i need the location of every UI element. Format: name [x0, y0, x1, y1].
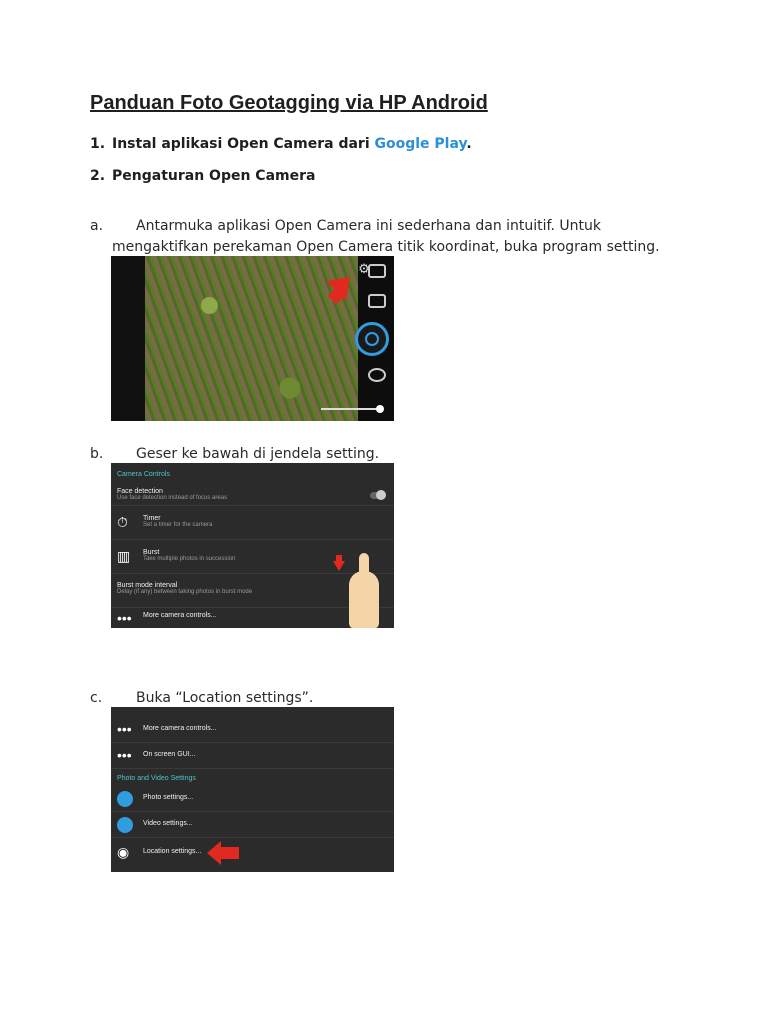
settings-row-gui: [111, 743, 394, 769]
step-text: Pengaturan Open Camera: [112, 168, 316, 184]
settings-row-timer: [111, 506, 394, 540]
location-icon: ◉: [117, 844, 130, 860]
more-icon: •••: [117, 747, 132, 763]
paragraph-c: [90, 688, 690, 709]
settings-screenshot-c: [111, 707, 394, 872]
paragraph-b: [90, 444, 690, 465]
row-subtitle: Set a timer for the camera: [143, 522, 213, 528]
settings-screenshot-b: [111, 463, 394, 628]
row-title: More camera controls...: [143, 725, 217, 732]
row-title: Timer: [143, 515, 161, 522]
switch-camera-icon: [368, 294, 386, 308]
paragraph-line: Antarmuka aplikasi Open Camera ini sederhana dan intuitif. Untuk: [136, 218, 601, 234]
row-title: On screen GUI...: [143, 751, 196, 758]
gear-icon: ⚙: [358, 261, 370, 276]
row-title: Burst: [143, 549, 160, 556]
step-2: [90, 168, 315, 184]
step-punct: .: [466, 136, 472, 152]
red-arrow-icon: [207, 841, 221, 865]
settings-row-burst: [111, 540, 394, 574]
video-icon: [368, 368, 386, 382]
more-icon: •••: [117, 721, 132, 737]
zoom-slider-icon: [321, 408, 381, 410]
row-subtitle: Delay (if any) between taking photos in burst mode: [117, 589, 253, 595]
video-icon: [117, 817, 133, 833]
row-title: Burst mode interval: [117, 582, 178, 589]
row-subtitle: Use face detection instead of focus areas: [117, 495, 228, 501]
paragraph-line: Geser ke bawah di jendela setting.: [136, 446, 380, 462]
row-title: More camera controls...: [143, 612, 217, 619]
camera-screenshot: [111, 256, 394, 421]
section-header: Photo and Video Settings: [117, 775, 196, 782]
row-title: Video settings...: [143, 820, 193, 827]
paragraph-line: mengaktifkan perekaman Open Camera titik koordinat, buka program setting.: [112, 239, 660, 255]
shutter-icon: [355, 322, 389, 356]
paragraph-letter: b.: [90, 446, 104, 462]
step-number: 2.: [90, 168, 106, 184]
more-icon: •••: [117, 610, 132, 626]
settings-row-video: [111, 812, 394, 838]
down-arrow-icon: [333, 561, 345, 571]
page-title: Panduan Foto Geotagging via HP Android: [90, 92, 488, 114]
settings-row-photo: [111, 786, 394, 812]
settings-row-face-detection: [111, 482, 394, 506]
row-subtitle: Take multiple photos in succession: [143, 556, 236, 562]
row-title: Face detection: [117, 488, 163, 495]
paragraph-letter: c.: [90, 690, 103, 706]
section-header: Camera Controls: [117, 471, 170, 478]
paragraph-line: Buka “Location settings”.: [136, 690, 314, 706]
burst-icon: ▥: [117, 548, 131, 564]
google-play-link[interactable]: Google Play: [374, 136, 467, 152]
step-text: Instal aplikasi Open Camera dari: [112, 136, 375, 152]
paragraph-a: [90, 216, 690, 258]
row-title: Photo settings...: [143, 794, 194, 801]
paragraph-letter: a.: [90, 218, 104, 234]
camera-control-bar: [358, 256, 394, 421]
camera-icon: [117, 791, 133, 807]
settings-row-more: [111, 717, 394, 743]
swipe-hand-icon: [349, 571, 379, 628]
step-number: 1.: [90, 136, 106, 152]
toggle-icon: [370, 492, 384, 499]
step-1: [90, 136, 472, 152]
settings-row-location: [111, 838, 394, 868]
row-title: Location settings...: [143, 848, 202, 855]
timer-icon: ⏱: [117, 514, 128, 530]
